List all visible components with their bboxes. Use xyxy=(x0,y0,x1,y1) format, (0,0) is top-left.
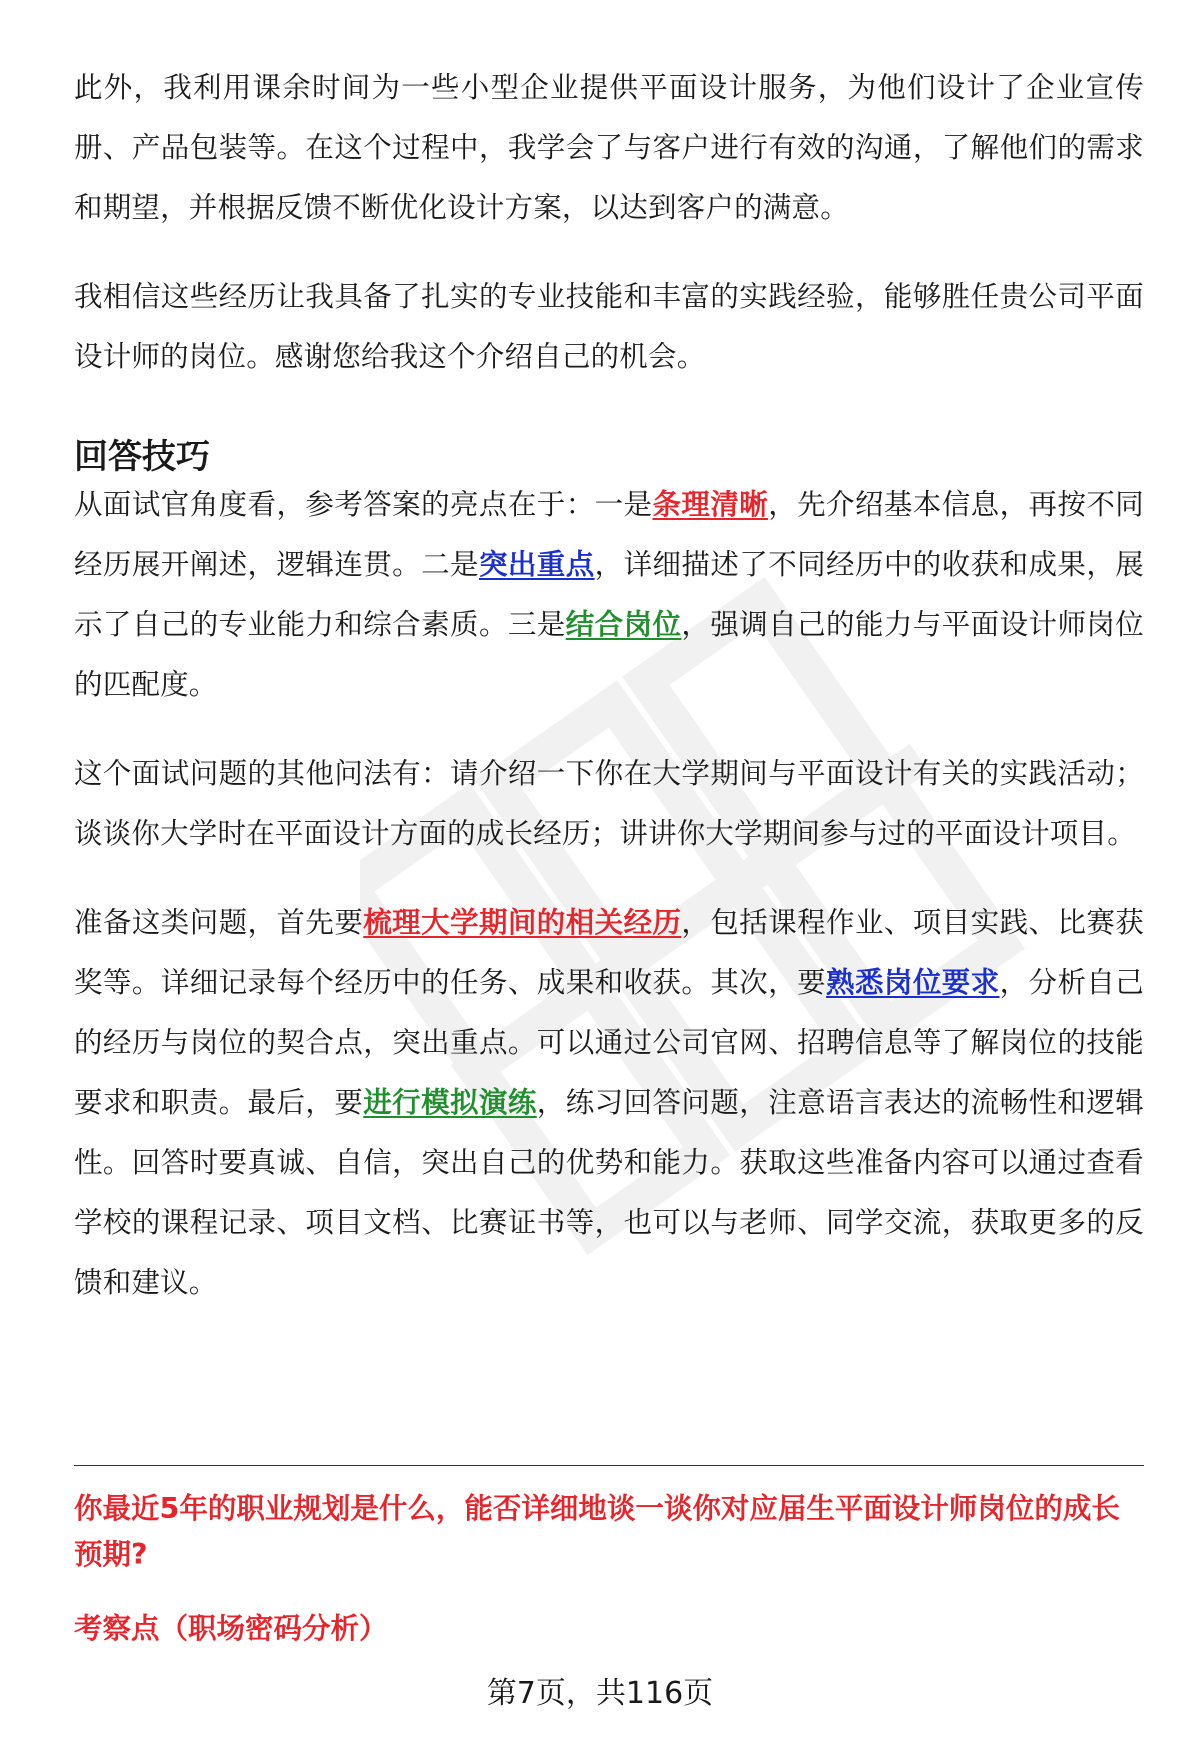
document-body xyxy=(74,58,1144,416)
section-title: 回答技巧 xyxy=(74,437,210,477)
next-question-title: 你最近5年的职业规划是什么，能否详细地谈一谈你对应届生平面设计师岗位的成长预期? xyxy=(74,1492,1120,1571)
paragraph-preparation xyxy=(74,893,1144,1313)
text: ，练习回答问题，注意语言表达的流畅性和逻辑性。回答时要真诚、自信，突出自己的优势和能力。获取这些准备内容可以通过查看学校的课程记录、项目文档、比赛证书等，也可以与老师、同学交流，获取更多的反馈和建议。 xyxy=(74,1086,1144,1299)
highlight-sort-experience: 梳理大学期间的相关经历 xyxy=(363,906,682,939)
highlight-clear-structure: 条理清晰 xyxy=(652,488,769,521)
text: ，包括课程作业、项目实践、比赛获奖等。详细记录每个经历中的任务、成果和收获。其次，要 xyxy=(74,906,1144,999)
text: ，强调自己的能力与平面设计师岗位的匹配度。 xyxy=(74,608,1144,701)
highlight-focus: 突出重点 xyxy=(478,548,595,581)
next-question-subhead: 考察点（职场密码分析） xyxy=(74,1612,388,1645)
text: 准备这类问题，首先要 xyxy=(74,906,364,939)
paragraph-highlights xyxy=(74,475,1144,715)
text: ，分析自己的经历与岗位的契合点，突出重点。可以通过公司官网、招聘信息等了解岗位的技能要求和职责。最后，要 xyxy=(74,966,1144,1119)
paragraph-alternatives: 这个面试问题的其他问法有：请介绍一下你在大学期间与平面设计有关的实践活动；谈谈你大学时在平面设计方面的成长经历；讲讲你大学期间参与过的平面设计项目。 xyxy=(74,757,1144,850)
text: 从面试官角度看，参考答案的亮点在于：一是 xyxy=(74,488,653,521)
paragraph-freelance: 此外，我利用课余时间为一些小型企业提供平面设计服务，为他们设计了企业宣传册、产品包装等。在这个过程中，我学会了与客户进行有效的沟通，了解他们的需求和期望，并根据反馈不断优化设计方案，以达到客户的满意。 xyxy=(74,71,1144,224)
paragraph-conclusion: 我相信这些经历让我具备了扎实的专业技能和丰富的实践经验，能够胜任贵公司平面设计师的岗位。感谢您给我这个介绍自己的机会。 xyxy=(74,280,1144,373)
text: ，先介绍基本信息，再按不同经历展开阐述，逻辑连贯。二是 xyxy=(74,488,1144,581)
page-number: 第7页，共116页 xyxy=(486,1676,714,1711)
text: ，详细描述了不同经历中的收获和成果，展示了自己的专业能力和综合素质。三是 xyxy=(74,548,1144,641)
highlight-job-fit: 结合岗位 xyxy=(565,608,682,641)
section-body xyxy=(74,475,1144,1342)
section-divider xyxy=(74,1465,1144,1466)
highlight-job-requirements: 熟悉岗位要求 xyxy=(826,966,1000,999)
highlight-mock-practice: 进行模拟演练 xyxy=(363,1086,537,1119)
